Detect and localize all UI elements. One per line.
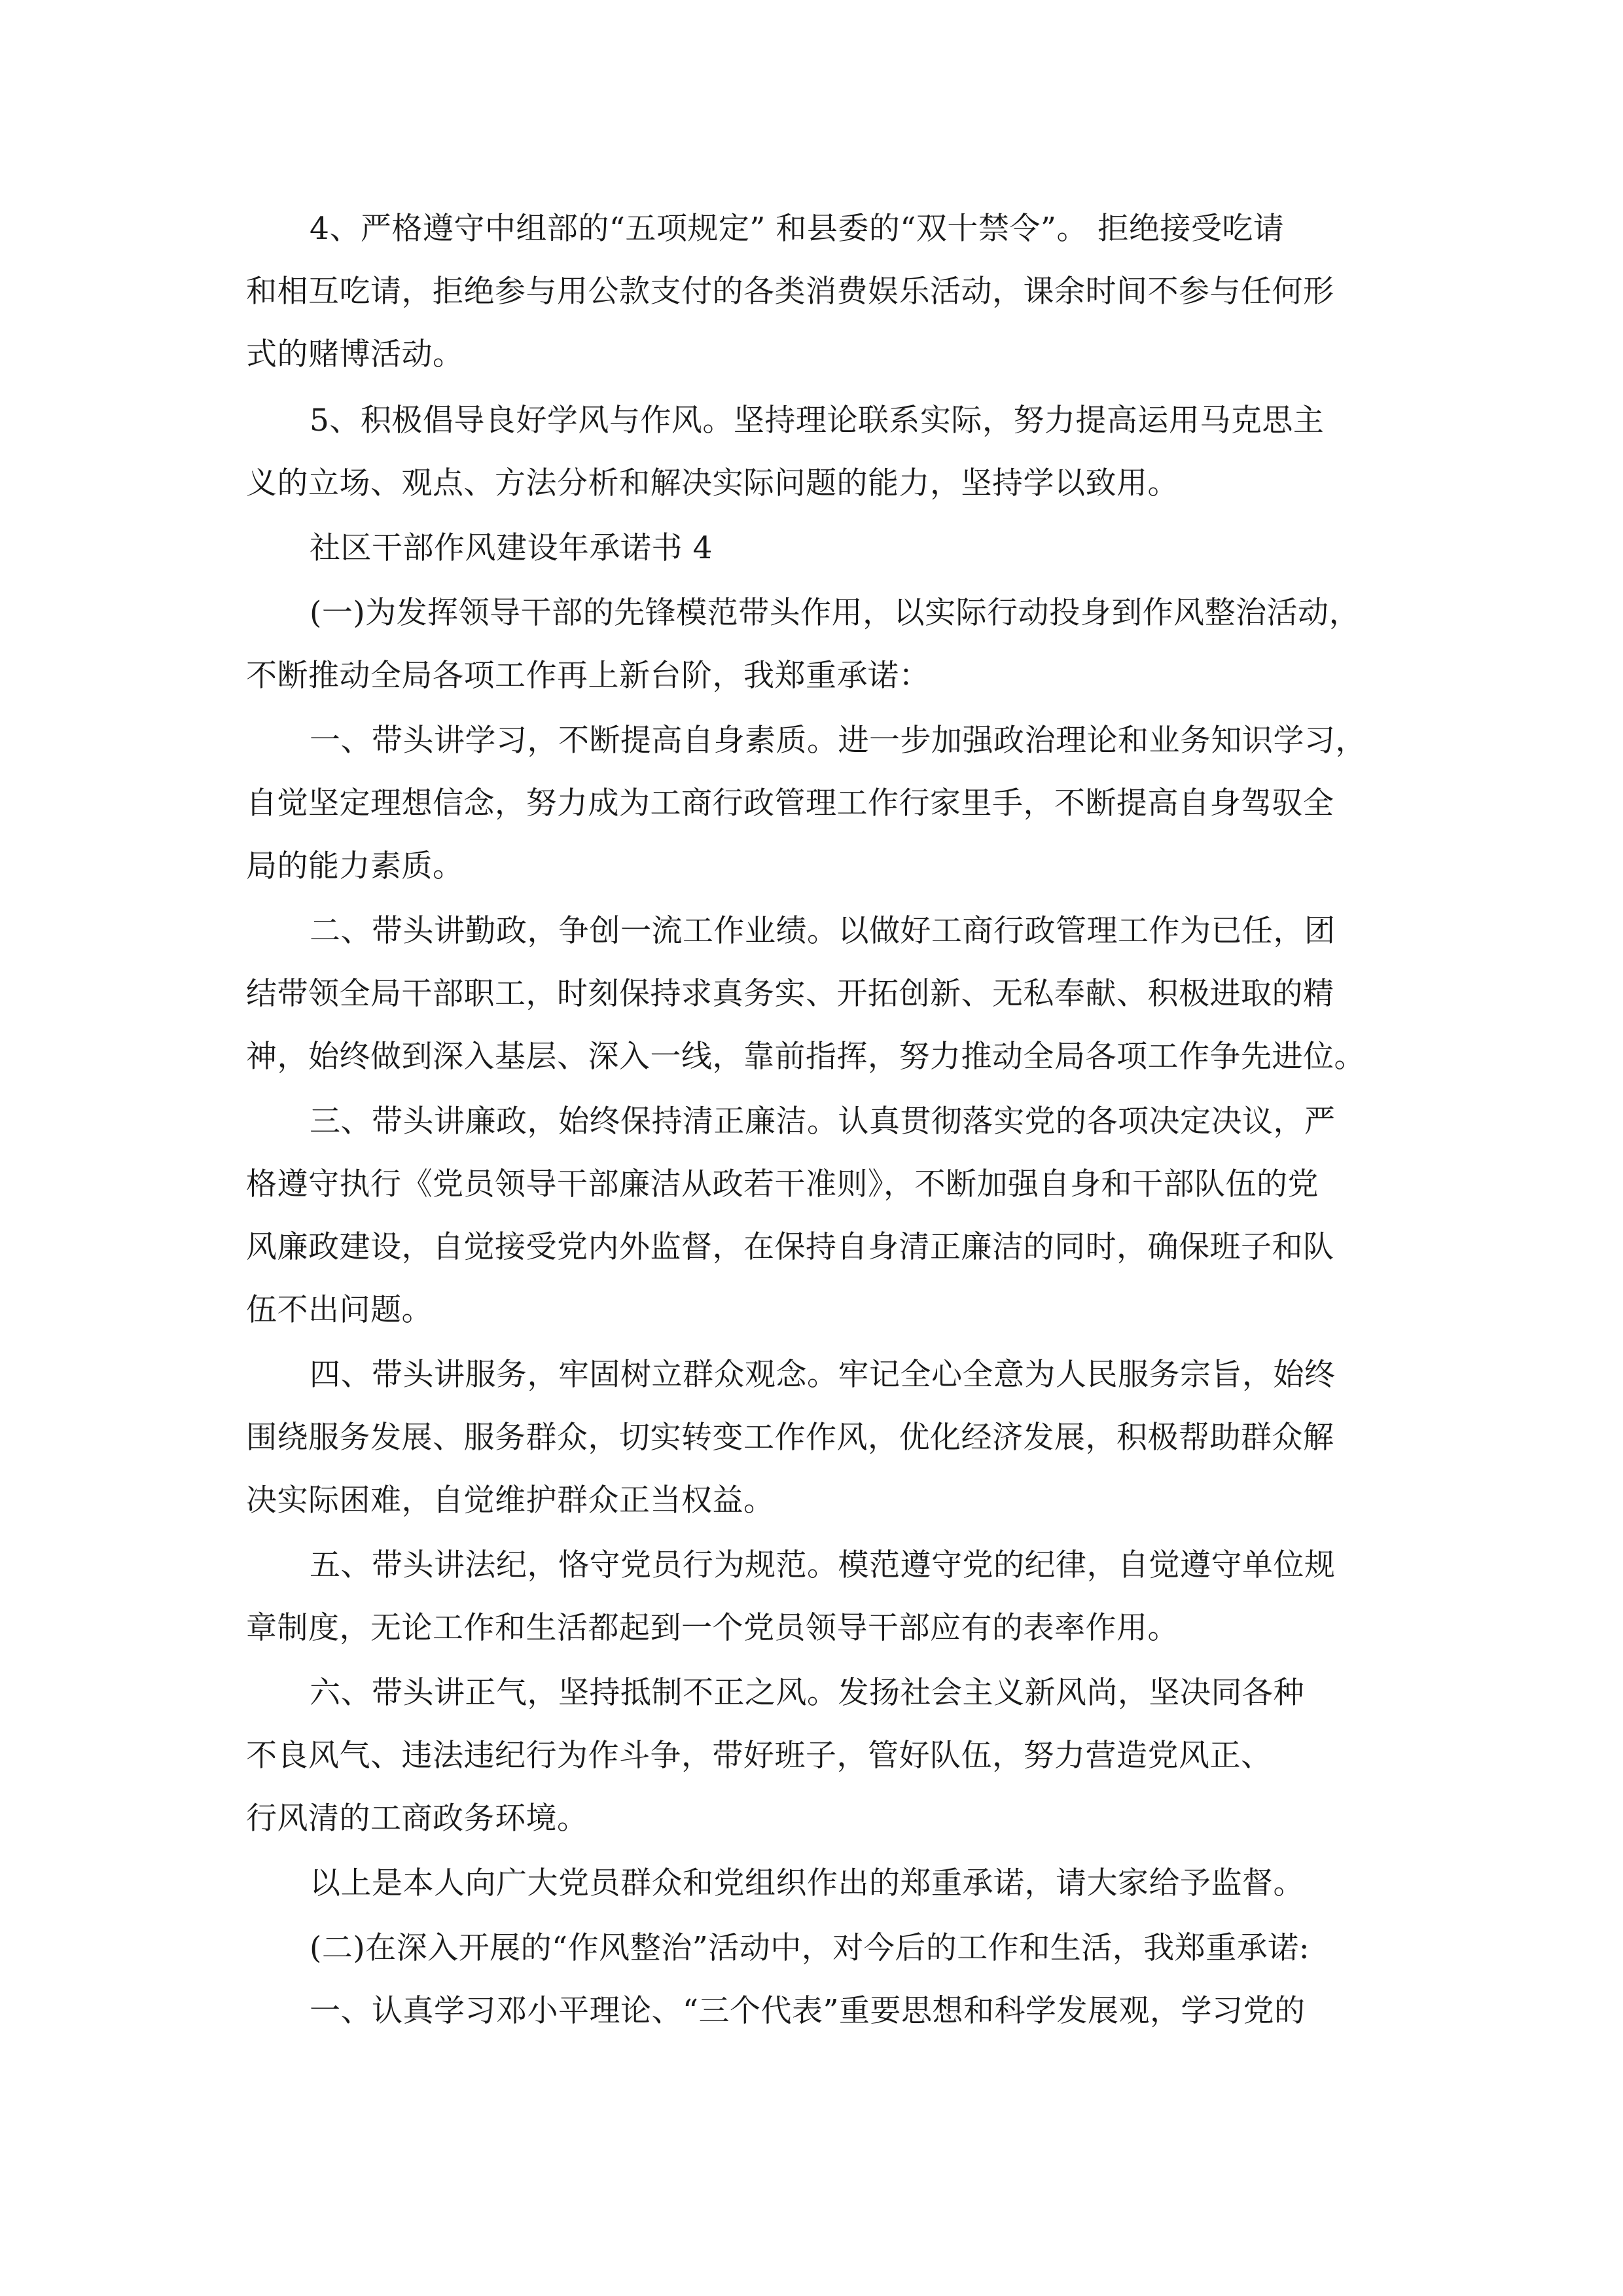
text-line-26: 行风清的工商政务环境。	[246, 1801, 588, 1837]
text-line-24: 六、带头讲正气，坚持抵制不正之风。发扬社会主义新风尚，坚决同各种	[310, 1675, 1304, 1711]
text-line-3: 式的赌博活动。	[246, 336, 464, 372]
text-line-5: 义的立场、观点、方法分析和解决实际问题的能力，坚持学以致用。	[246, 465, 1179, 501]
text-line-27: 以上是本人向广大党员群众和党组织作出的郑重承诺，请大家给予监督。	[310, 1865, 1304, 1901]
text-line-13: 结带领全局干部职工，时刻保持求真务实、开拓创新、无私奉献、积极进取的精	[246, 976, 1334, 1012]
text-line-8: 不断推动全局各项工作再上新台阶，我郑重承诺：	[246, 658, 930, 694]
text-line-9: 一、带头讲学习，不断提高自身素质。进一步加强政治理论和业务知识学习，	[310, 723, 1366, 759]
text-line-21: 决实际困难，自觉维护群众正当权益。	[246, 1482, 775, 1518]
text-line-2: 和相互吃请，拒绝参与用公款支付的各类消费娱乐活动，课余时间不参与任何形	[246, 274, 1334, 310]
section-heading: 社区干部作风建设年承诺书 4	[310, 530, 713, 566]
text-line-10: 自觉坚定理想信念，努力成为工商行政管理工作行家里手，不断提高自身驾驭全	[246, 785, 1334, 821]
text-line-20: 围绕服务发展、服务群众，切实转变工作作风，优化经济发展，积极帮助群众解	[246, 1420, 1334, 1456]
text-line-28: (二)在深入开展的“作风整治”活动中，对今后的工作和生活，我郑重承诺:	[310, 1930, 1310, 1966]
text-line-15: 三、带头讲廉政，始终保持清正廉洁。认真贯彻落实党的各项决定决议，严	[310, 1103, 1336, 1139]
text-line-7: (一)为发挥领导干部的先锋模范带头作用，以实际行动投身到作风整治活动，	[310, 595, 1361, 631]
text-line-16: 格遵守执行《党员领导干部廉洁从政若干准则》，不断加强自身和干部队伍的党	[246, 1166, 1319, 1202]
text-line-17: 风廉政建设，自觉接受党内外监督，在保持自身清正廉洁的同时，确保班子和队	[246, 1229, 1334, 1265]
text-line-22: 五、带头讲法纪，恪守党员行为规范。模范遵守党的纪律，自觉遵守单位规	[310, 1547, 1336, 1583]
text-line-12: 二、带头讲勤政，争创一流工作业绩。以做好工商行政管理工作为已任，团	[310, 913, 1336, 949]
text-line-29: 一、认真学习邓小平理论、“三个代表”重要思想和科学发展观，学习党的	[310, 1993, 1306, 2029]
text-line-25: 不良风气、违法违纪行为作斗争，带好班子，管好队伍，努力营造党风正、	[246, 1738, 1272, 1774]
text-line-18: 伍不出问题。	[246, 1292, 433, 1328]
text-line-1: 4、严格遵守中组部的“五项规定” 和县委的“双十禁令”。 拒绝接受吃请	[310, 211, 1285, 247]
text-line-19: 四、带头讲服务，牢固树立群众观念。牢记全心全意为人民服务宗旨，始终	[310, 1357, 1336, 1393]
text-line-23: 章制度，无论工作和生活都起到一个党员领导干部应有的表率作用。	[246, 1610, 1179, 1646]
text-line-11: 局的能力素质。	[246, 848, 464, 884]
text-line-14: 神，始终做到深入基层、深入一线，靠前指挥，努力推动全局各项工作争先进位。	[246, 1039, 1365, 1075]
text-line-4: 5、积极倡导良好学风与作风。坚持理论联系实际，努力提高运用马克思主	[310, 403, 1325, 439]
